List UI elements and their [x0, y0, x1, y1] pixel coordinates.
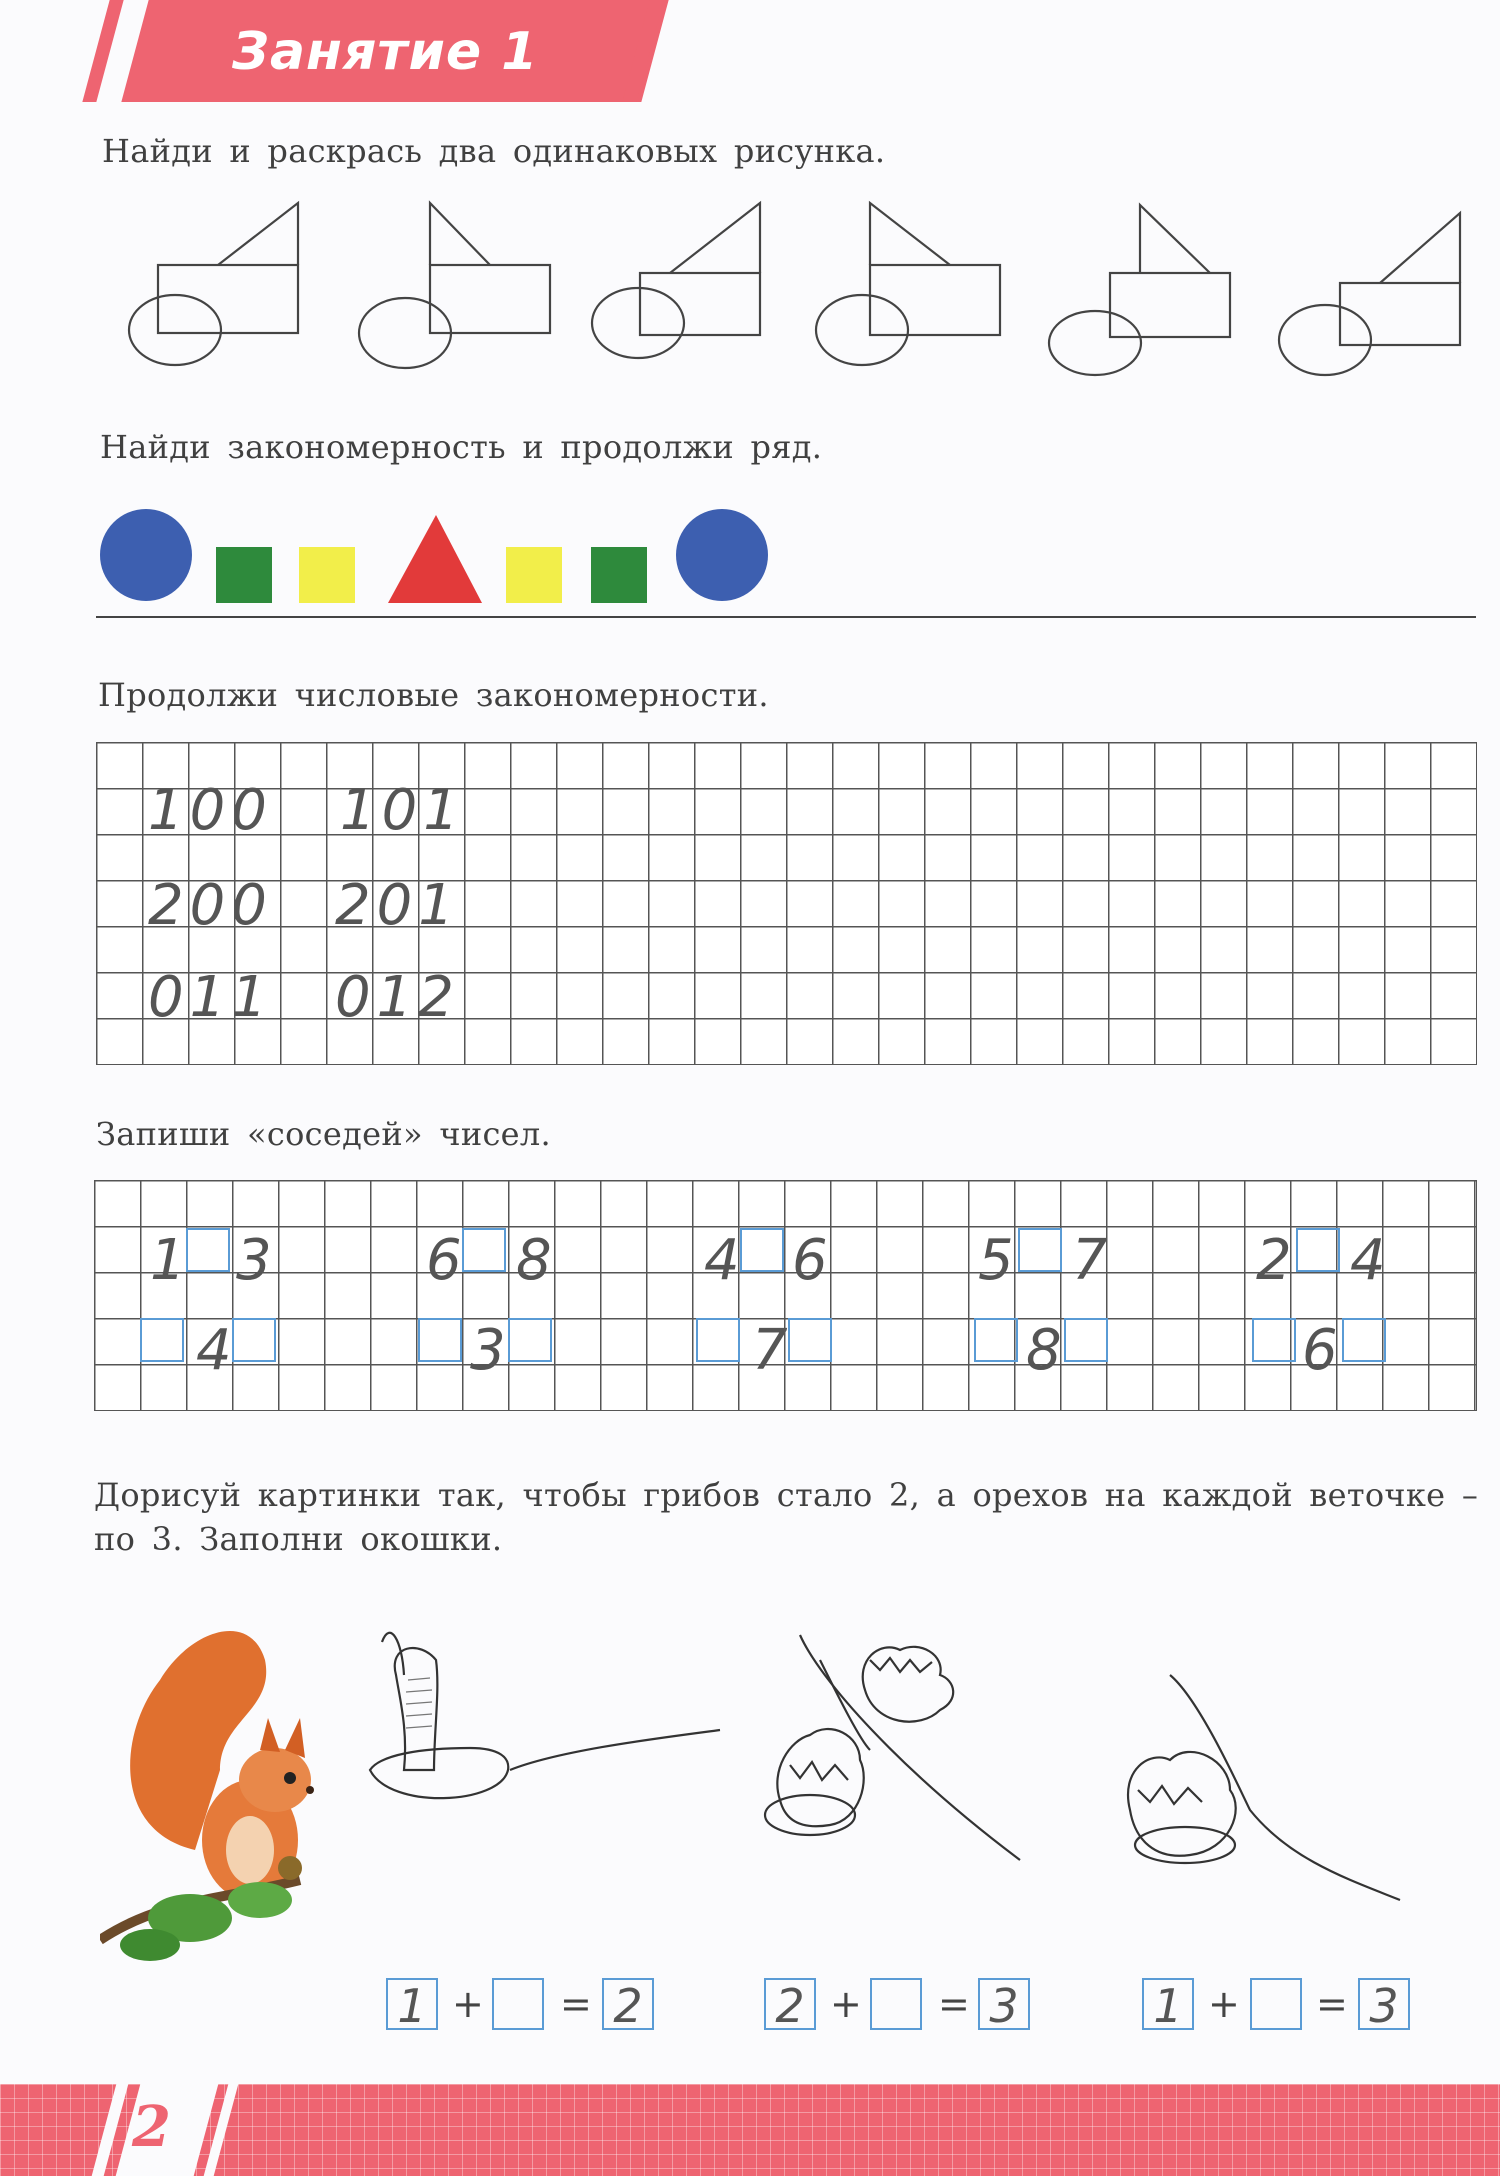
- hazelnut-branch-1: [760, 1620, 1040, 1900]
- task5-instruction-line2: по 3. Заполни окошки.: [94, 1520, 503, 1558]
- task4-instruction: Запиши «соседей» чисел.: [96, 1115, 552, 1153]
- pair4-left-cell[interactable]: [974, 1318, 1018, 1362]
- eq2-equals: =: [938, 1982, 970, 2026]
- eq3-plus: +: [1208, 1982, 1240, 2026]
- figure-6: [1279, 213, 1460, 375]
- pair4-left: 5: [978, 1228, 1014, 1293]
- figure-3: [592, 203, 760, 358]
- figure-4: [816, 203, 1000, 365]
- eq3-a[interactable]: 1: [1142, 1978, 1194, 2030]
- eq2-b[interactable]: [870, 1978, 922, 2030]
- task3-row3-b: 012: [335, 965, 460, 1030]
- pair1-right-cell[interactable]: [232, 1318, 276, 1362]
- pair3-middle: 7: [752, 1318, 788, 1383]
- lesson-title: Занятие 1: [232, 22, 539, 82]
- pair1-left: 1: [150, 1228, 186, 1293]
- figure-2: [359, 203, 550, 368]
- pair2-left-cell[interactable]: [418, 1318, 462, 1362]
- pair3-middle-cell[interactable]: [740, 1228, 784, 1272]
- eq1-equals: =: [560, 1982, 592, 2026]
- eq3-result[interactable]: 3: [1358, 1978, 1410, 2030]
- green-square: [216, 547, 272, 603]
- eq1-a[interactable]: 1: [386, 1978, 438, 2030]
- eq2-result[interactable]: 3: [978, 1978, 1030, 2030]
- pair3-left-cell[interactable]: [696, 1318, 740, 1362]
- pair2-right: 8: [516, 1228, 552, 1293]
- pair1-left-cell[interactable]: [140, 1318, 184, 1362]
- eq3-b[interactable]: [1250, 1978, 1302, 2030]
- yellow-square: [299, 547, 355, 603]
- task3-instruction: Продолжи числовые закономерности.: [98, 676, 769, 714]
- header-stripe: [82, 0, 123, 102]
- eq1-result[interactable]: 2: [602, 1978, 654, 2030]
- task5-instruction-line1: Дорисуй картинки так, чтобы грибов стало 2, а орехов на каждой веточке –: [94, 1476, 1479, 1514]
- mushroom-drawing: [360, 1620, 730, 1820]
- task2-sequence: [96, 505, 1486, 625]
- blue-circle: [100, 509, 192, 601]
- pair2-middle-cell[interactable]: [462, 1228, 506, 1272]
- pair5-left: 2: [1256, 1228, 1292, 1293]
- task3-row2-a: 200: [148, 873, 273, 938]
- eq3-equals: =: [1316, 1982, 1348, 2026]
- task3-row3-a: 011: [148, 965, 273, 1030]
- hazelnut-branch-2: [1110, 1660, 1410, 1920]
- eq1-b[interactable]: [492, 1978, 544, 2030]
- eq1-plus: +: [452, 1982, 484, 2026]
- pair2-left: 6: [426, 1228, 462, 1293]
- pair5-middle: 6: [1302, 1318, 1338, 1383]
- pair5-right: 4: [1350, 1228, 1386, 1293]
- pair3-right: 6: [792, 1228, 828, 1293]
- pair2-right-cell[interactable]: [508, 1318, 552, 1362]
- task1-instruction: Найди и раскрась два одинаковых рисунка.: [102, 132, 886, 170]
- yellow-square: [506, 547, 562, 603]
- pair5-left-cell[interactable]: [1252, 1318, 1296, 1362]
- task2-instruction: Найди закономерность и продолжи ряд.: [100, 428, 823, 466]
- pair1-right: 3: [236, 1228, 272, 1293]
- eq2-plus: +: [830, 1982, 862, 2026]
- eq2-a[interactable]: 2: [764, 1978, 816, 2030]
- blue-circle: [676, 509, 768, 601]
- task3-row2-b: 201: [335, 873, 460, 938]
- task3-row1-b: 101: [340, 778, 465, 843]
- figure-1: [129, 203, 298, 365]
- pair3-left: 4: [704, 1228, 740, 1293]
- pair4-middle-cell[interactable]: [1018, 1228, 1062, 1272]
- pair1-middle-cell[interactable]: [186, 1228, 230, 1272]
- pair4-middle: 8: [1026, 1318, 1062, 1383]
- pair4-right-cell[interactable]: [1064, 1318, 1108, 1362]
- red-triangle: [388, 515, 482, 603]
- pair5-middle-cell[interactable]: [1296, 1228, 1340, 1272]
- figure-5: [1049, 205, 1230, 375]
- pair2-middle: 3: [470, 1318, 506, 1383]
- pair4-right: 7: [1072, 1228, 1108, 1293]
- squirrel-illustration: [100, 1600, 340, 1980]
- pair5-right-cell[interactable]: [1342, 1318, 1386, 1362]
- task3-grid[interactable]: [96, 742, 1477, 1065]
- pair3-right-cell[interactable]: [788, 1318, 832, 1362]
- task3-row1-a: 100: [148, 778, 273, 843]
- green-square: [591, 547, 647, 603]
- pair1-middle: 4: [196, 1318, 232, 1383]
- task1-figures[interactable]: [120, 195, 1480, 385]
- page-number: 2: [132, 2094, 171, 2160]
